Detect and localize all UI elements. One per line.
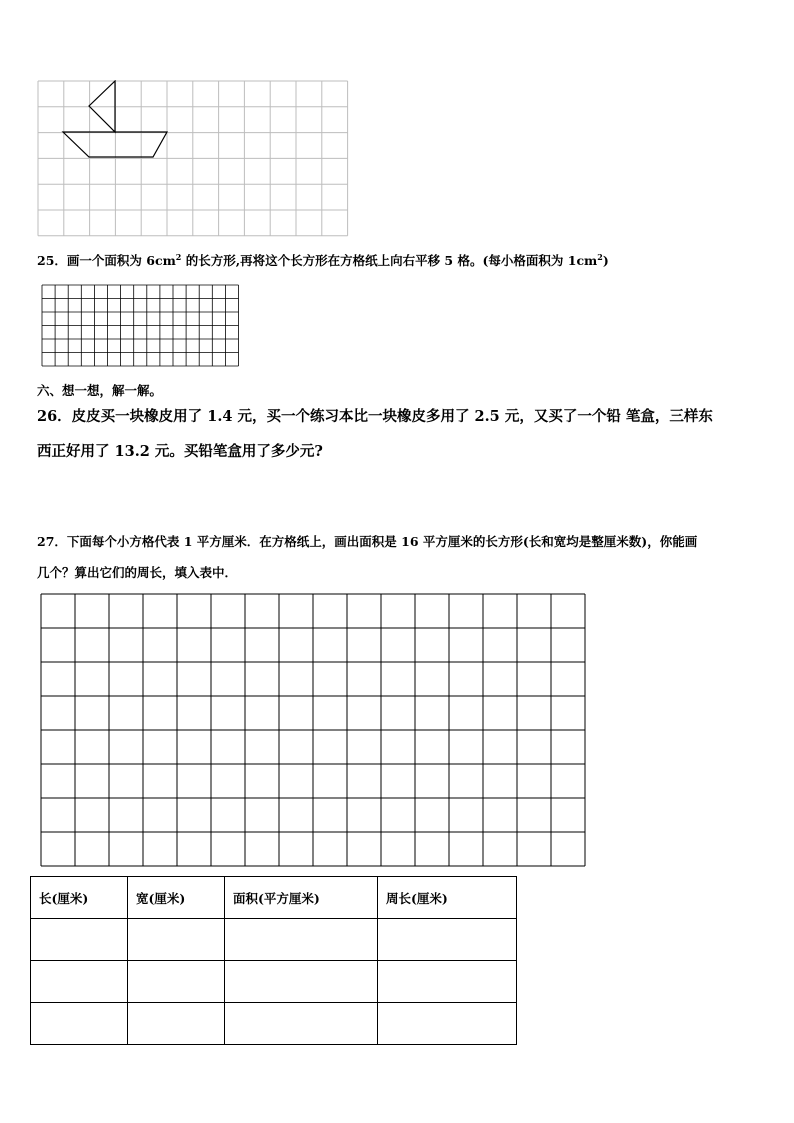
question-25-text-after: ) (602, 253, 609, 268)
answer-cell[interactable] (378, 961, 517, 1003)
answer-cell[interactable] (31, 1003, 128, 1045)
question-27-line2: 几个？算出它们的周长，填入表中． (37, 565, 238, 580)
answer-table-row (31, 961, 517, 1003)
answer-table-row (31, 919, 517, 961)
small-grid-q25 (41, 284, 240, 368)
question-27-line1: 27．下面每个小方格代表 1 平方厘米．在方格纸上，画出面积是 16 平方厘米的长方形(长和宽均是整厘米数)，你能画 (37, 534, 698, 549)
answer-cell[interactable] (31, 961, 128, 1003)
answer-cell[interactable] (225, 1003, 378, 1045)
question-26-line1: 26．皮皮买一块橡皮用了 1.4 元，买一个练习本比一块橡皮多用了 2.5 元，又买了一个铅 笔盒，三样东 (37, 408, 713, 425)
question-25-text-before: 画一个面积为 6cm (66, 253, 176, 268)
question-26-line2: 西正好用了 13.2 元。买铅笔盒用了多少元? (37, 443, 323, 460)
answer-cell[interactable] (128, 1003, 225, 1045)
answer-cell[interactable] (378, 919, 517, 961)
answer-cell[interactable] (225, 919, 378, 961)
answer-cell[interactable] (31, 919, 128, 961)
answer-table (30, 876, 517, 1045)
question-25-sup1: 2 (175, 251, 182, 262)
answer-table-header-row (31, 877, 517, 919)
answer-cell[interactable] (378, 1003, 517, 1045)
question-25-number: 25． (37, 253, 67, 268)
section-6-heading: 六、想一想，解一解。 (37, 383, 163, 398)
question-25 (37, 251, 609, 269)
answer-cell[interactable] (128, 919, 225, 961)
question-25-sup2: 2 (597, 251, 603, 262)
answer-cell[interactable] (128, 961, 225, 1003)
answer-cell[interactable] (225, 961, 378, 1003)
boat-figure-grid (37, 80, 349, 238)
answer-table-row (31, 1003, 517, 1045)
large-grid-q27 (40, 593, 588, 867)
header-area: 面积(平方厘米) (225, 877, 378, 919)
header-width: 宽(厘米) (128, 877, 225, 919)
question-25-text-middle: 的长方形,再将这个长方形在方格纸上向右平移 5 格。(每小格面积为 1cm (181, 253, 598, 268)
header-length: 长(厘米) (31, 877, 128, 919)
header-perimeter: 周长(厘米) (378, 877, 517, 919)
